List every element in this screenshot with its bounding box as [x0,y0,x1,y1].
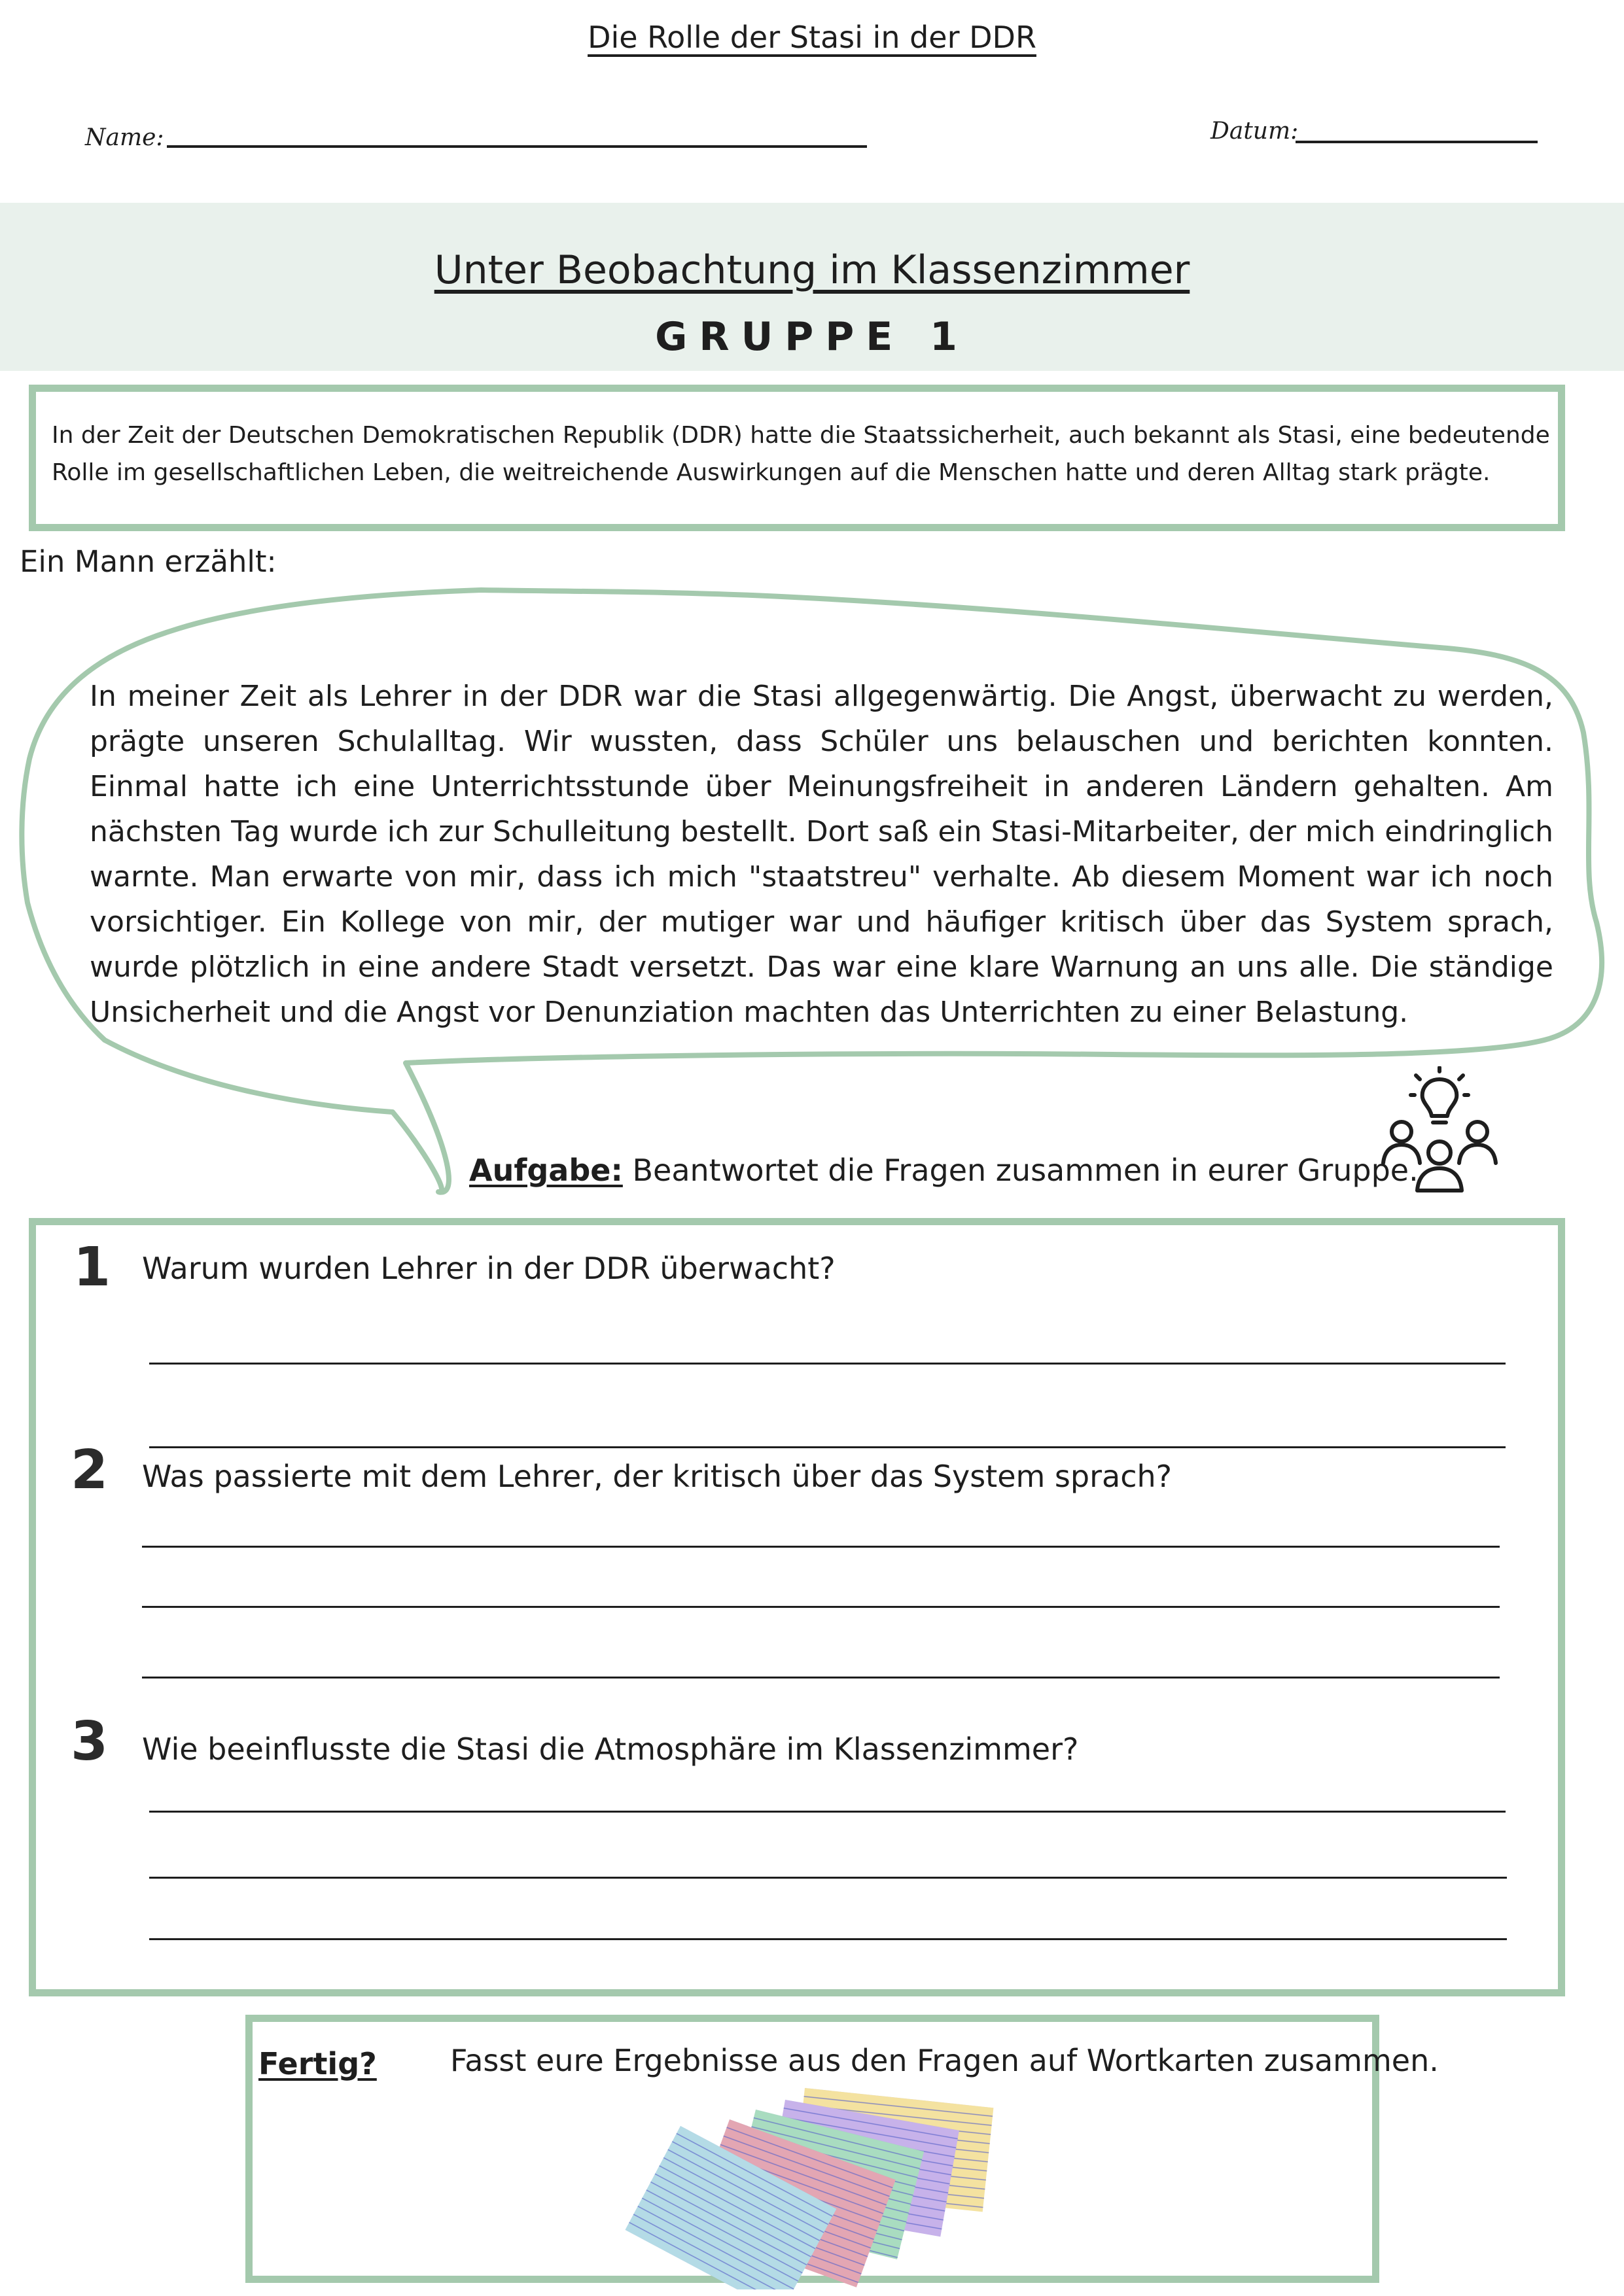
date-label: Datum: [1210,118,1299,145]
answer-line[interactable] [149,1363,1506,1365]
index-cards-icon [622,2080,1027,2289]
answer-line[interactable] [149,1938,1507,1940]
task-instruction [469,1153,1419,1188]
name-field-line[interactable] [167,145,867,148]
answer-line[interactable] [149,1877,1507,1879]
answer-line[interactable] [142,1606,1500,1608]
intro-box [29,385,1565,531]
question-1-number: 1 [73,1236,111,1298]
worksheet-title: Unter Beobachtung im Klassenzimmer [434,247,1190,293]
question-2-number: 2 [71,1439,109,1501]
document-title: Die Rolle der Stasi in der DDR [588,20,1036,55]
story-label: Ein Mann erzählt: [20,544,277,579]
question-3-number: 3 [71,1711,109,1773]
answer-line[interactable] [149,1446,1506,1448]
answer-line[interactable] [149,1811,1506,1813]
question-1-text: Warum wurden Lehrer in der DDR überwacht? [142,1251,836,1286]
answer-line[interactable] [142,1677,1500,1679]
finish-label: Fertig? [258,2046,377,2081]
finish-text: Fasst eure Ergebnisse aus den Fragen auf Wortkarten zusammen. [450,2043,1439,2078]
answer-line[interactable] [142,1546,1500,1548]
intro-text: In der Zeit der Deutschen Demokratischen Republik (DDR) hatte die Staatssicherheit, auch bekannt als Stasi, eine bedeutende Rolle im gesellschaftlichen Leben, die weitreichende Auswirkungen auf die Menschen hatte und deren Alltag stark prägte. [52,422,1550,486]
question-2-text: Was passierte mit dem Lehrer, der kritisch über das System sprach? [142,1459,1173,1494]
group-idea-icon [1374,1066,1505,1197]
task-text: Beantwortet die Fragen zusammen in eurer Gruppe. [632,1153,1419,1188]
date-field-line[interactable] [1296,141,1538,143]
task-label: Aufgabe: [469,1153,623,1188]
group-label: GRUPPE 1 [655,314,969,360]
question-3-text: Wie beeinflusste die Stasi die Atmosphäre im Klassenzimmer? [142,1731,1079,1767]
name-label: Name: [85,124,164,151]
story-text: In meiner Zeit als Lehrer in der DDR war die Stasi allgegenwärtig. Die Angst, überwacht zu werden, prägte unseren Schulalltag. Wir wussten, dass Schüler uns belauschen und berichten konnten. Einmal hatte ich eine Unterrichtsstunde über Meinungsfreiheit in anderen Ländern gehalten. Am nächsten Tag wurde ich zur Schulleitung bestellt. Dort saß ein Stasi-Mitarbeiter, der mich eindringlich warnte. Man erwarte von mir, dass ich mich "staatstreu" verhalte. Ab diesem Moment war ich noch vorsichtiger. Ein Kollege von mir, der mutiger war und häufiger kritisch über das System sprach, wurde plötzlich in eine andere Stadt versetzt. Das war eine klare Warnung an uns alle. Die ständige Unsicherheit und die Angst vor Denunziation machten das Unterrichten zu einer Belastung. [90,680,1553,1029]
